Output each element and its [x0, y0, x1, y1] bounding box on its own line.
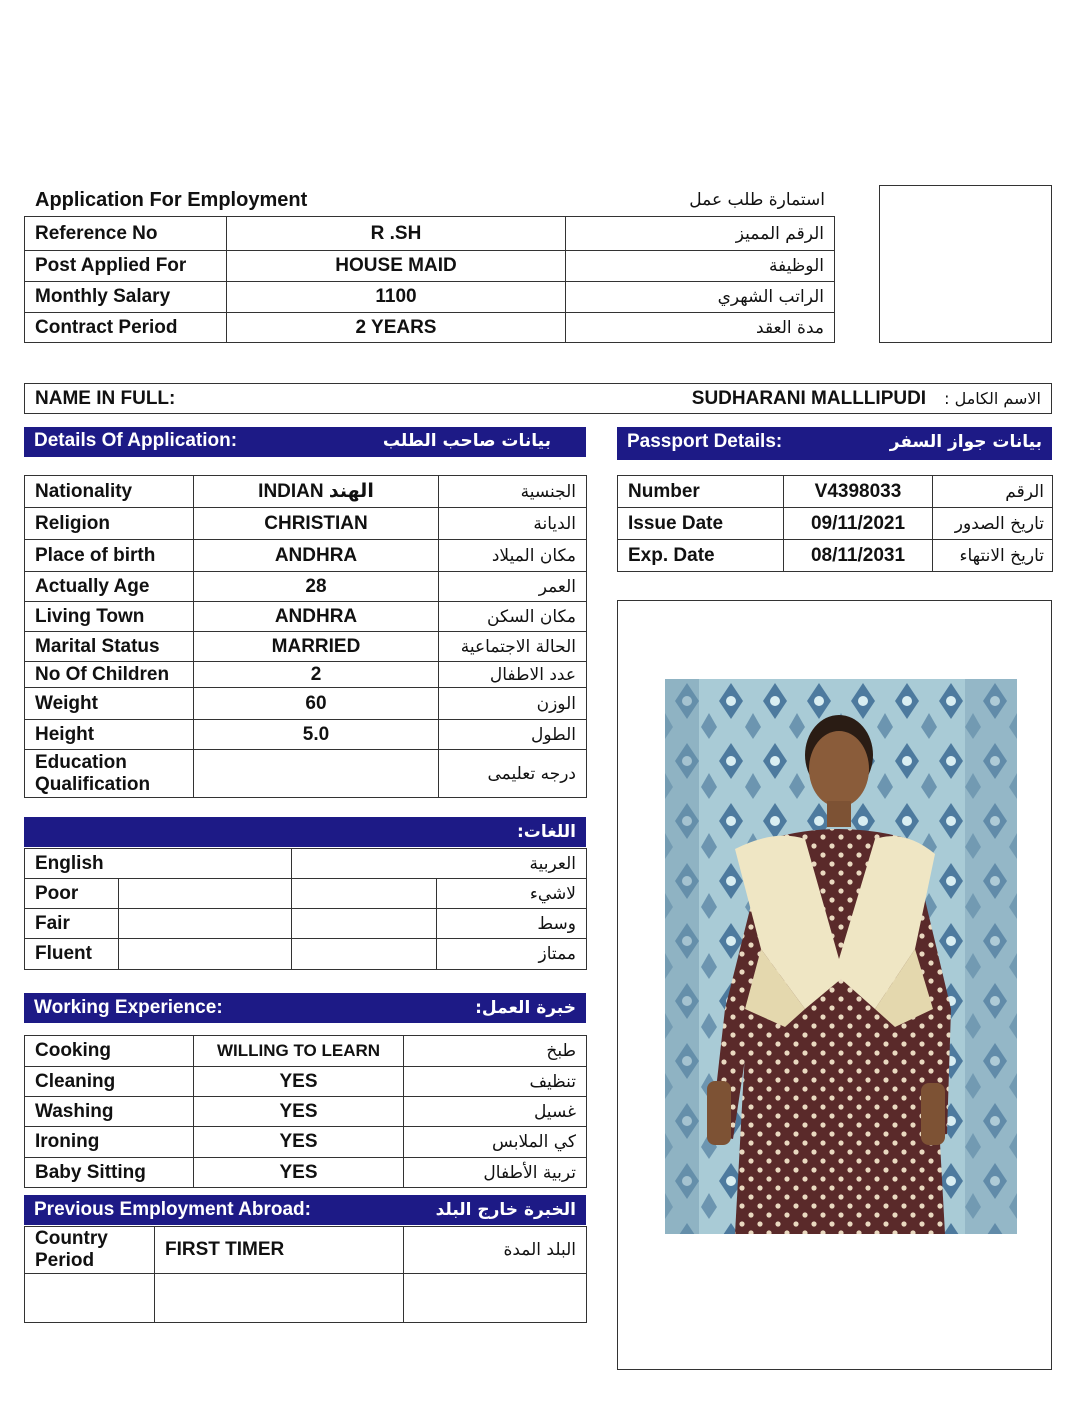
abroad-label-line2: Period: [35, 1250, 95, 1271]
details-row: [25, 476, 587, 508]
education-label-arabic: درجه تعليمى: [439, 750, 587, 798]
details-value: 28: [194, 572, 439, 602]
details-title: Details Of Application:: [34, 429, 238, 451]
passport-bar-underline: [617, 457, 1052, 460]
language-level-arabic: لاشيء: [437, 879, 587, 909]
name-label: NAME IN FULL:: [35, 387, 176, 409]
passport-value: 09/11/2021: [784, 508, 933, 540]
details-value: 2: [194, 662, 439, 688]
name-row: [24, 383, 1052, 414]
details-value: ANDHRA: [194, 540, 439, 572]
abroad-title: Previous Employment Abroad:: [34, 1199, 311, 1220]
summary-value: R .SH: [227, 217, 566, 251]
language-level-cell: [292, 909, 437, 939]
abroad-title-arabic: الخبرة خارج البلد: [435, 1200, 576, 1220]
details-value: INDIAN الهند: [194, 476, 439, 508]
passport-label-arabic: تاريخ الانتهاء: [933, 540, 1053, 572]
language-level-label: Poor: [25, 879, 119, 909]
summary-label-arabic: الراتب الشهري: [566, 282, 835, 313]
experience-row: [25, 1127, 587, 1158]
summary-table: [24, 216, 835, 343]
abroad-empty-cell: [25, 1274, 155, 1323]
details-label-arabic: الحالة الاجتماعية: [439, 632, 587, 662]
details-label: Living Town: [25, 602, 194, 632]
passport-value: V4398033: [784, 476, 933, 508]
details-value: CHRISTIAN: [194, 508, 439, 540]
passport-label: Exp. Date: [618, 540, 784, 572]
language-level-arabic: ممتاز: [437, 939, 587, 970]
details-row: [25, 632, 587, 662]
details-table: [24, 475, 587, 798]
summary-label: Contract Period: [25, 313, 227, 343]
abroad-label-line1: Country: [35, 1228, 108, 1249]
details-label: Height: [25, 720, 194, 750]
experience-value: YES: [194, 1097, 404, 1127]
details-row: [25, 688, 587, 720]
experience-header-bar: [24, 993, 586, 1023]
experience-label: Washing: [25, 1097, 194, 1127]
details-label: Nationality: [25, 476, 194, 508]
curtain-fold-left: [665, 679, 699, 1234]
abroad-label: [25, 1227, 155, 1274]
passport-value: 08/11/2031: [784, 540, 933, 572]
experience-label-arabic: كي الملابس: [404, 1127, 587, 1158]
summary-label-arabic: مدة العقد: [566, 313, 835, 343]
summary-value: 1100: [227, 282, 566, 313]
passport-title: Passport Details:: [627, 431, 783, 452]
abroad-label-arabic: البلد المدة: [404, 1227, 587, 1274]
details-value: 60: [194, 688, 439, 720]
education-label-line1: Education: [35, 751, 127, 773]
abroad-header-bar: [24, 1195, 586, 1225]
experience-title: Working Experience:: [34, 997, 223, 1018]
details-label-arabic: الجنسية: [439, 476, 587, 508]
summary-value: 2 YEARS: [227, 313, 566, 343]
details-value: 5.0: [194, 720, 439, 750]
name-value: SUDHARANI MALLLIPUDI: [691, 387, 927, 409]
passport-label-arabic: تاريخ الصدور: [933, 508, 1053, 540]
experience-label: Cleaning: [25, 1067, 194, 1097]
summary-value: HOUSE MAID: [227, 251, 566, 282]
language-level-label: Fluent: [25, 939, 119, 970]
passport-header-bar: [617, 427, 1052, 457]
languages-header-label: English: [25, 849, 292, 879]
face: [809, 731, 869, 807]
details-label: Marital Status: [25, 632, 194, 662]
details-label: Religion: [25, 508, 194, 540]
languages-header-arabic: العربية: [292, 849, 587, 879]
education-label: [25, 750, 194, 798]
passport-row: [618, 540, 1053, 572]
details-header-bar: [24, 427, 586, 457]
language-level-arabic: وسط: [437, 909, 587, 939]
experience-label-arabic: تنظيف: [404, 1067, 587, 1097]
experience-row: [25, 1158, 587, 1188]
details-row: [25, 508, 587, 540]
details-label-arabic: مكان الميلاد: [439, 540, 587, 572]
experience-title-arabic: خبرة العمل:: [475, 998, 576, 1018]
summary-label: Reference No: [25, 217, 227, 251]
form-title: Application For Employment: [35, 189, 308, 211]
details-label-arabic: العمر: [439, 572, 587, 602]
candidate-photo: [665, 679, 1017, 1234]
experience-label: Cooking: [25, 1036, 194, 1067]
form-title-arabic: استمارة طلب عمل: [689, 190, 825, 210]
experience-value: YES: [194, 1067, 404, 1097]
abroad-table: [24, 1226, 587, 1323]
passport-label: Issue Date: [618, 508, 784, 540]
details-row: [25, 720, 587, 750]
languages-title-arabic: اللغات:: [516, 822, 576, 842]
experience-label-arabic: طبخ: [404, 1036, 587, 1067]
language-level-cell: [119, 909, 292, 939]
language-level-cell: [119, 879, 292, 909]
experience-row: [25, 1036, 587, 1067]
details-row: [25, 662, 587, 688]
experience-label: Baby Sitting: [25, 1158, 194, 1188]
details-label: Actually Age: [25, 572, 194, 602]
experience-label-arabic: غسيل: [404, 1097, 587, 1127]
abroad-empty-cell: [404, 1274, 587, 1323]
summary-row: [25, 217, 835, 251]
passport-title-arabic: بيانات جواز السفر: [889, 432, 1042, 452]
language-level-cell: [292, 879, 437, 909]
summary-row: [25, 282, 835, 313]
summary-row: [25, 251, 835, 282]
language-level-row: [25, 909, 587, 939]
details-label: Place of birth: [25, 540, 194, 572]
passport-row: [618, 508, 1053, 540]
experience-row: [25, 1097, 587, 1127]
details-label-arabic: الوزن: [439, 688, 587, 720]
education-value: [194, 750, 439, 798]
right-hand: [921, 1083, 945, 1145]
details-row: [25, 602, 587, 632]
experience-row: [25, 1067, 587, 1097]
curtain-fold-right: [965, 679, 1017, 1234]
passport-row: [618, 476, 1053, 508]
education-label-line2: Qualification: [35, 773, 151, 795]
details-row-education: [25, 750, 587, 798]
abroad-empty-row: [25, 1274, 587, 1323]
experience-value: WILLING TO LEARN: [194, 1036, 404, 1067]
summary-label: Post Applied For: [25, 251, 227, 282]
details-label: No Of Children: [25, 662, 194, 688]
details-value: ANDHRA: [194, 602, 439, 632]
experience-label: Ironing: [25, 1127, 194, 1158]
details-label-arabic: الديانة: [439, 508, 587, 540]
details-title-arabic: بيانات صاحب الطلب: [382, 430, 551, 451]
details-label-arabic: عدد الاطفال: [439, 662, 587, 688]
details-value: MARRIED: [194, 632, 439, 662]
summary-label-arabic: الرقم المميز: [566, 217, 835, 251]
neck: [827, 801, 851, 827]
photo-placeholder-box: [879, 185, 1052, 343]
details-label: Weight: [25, 688, 194, 720]
passport-table: [617, 475, 1053, 572]
details-label-arabic: مكان السكن: [439, 602, 587, 632]
language-level-cell: [292, 939, 437, 970]
language-level-label: Fair: [25, 909, 119, 939]
details-row: [25, 540, 587, 572]
language-level-row: [25, 939, 587, 970]
languages-header-row: [25, 849, 587, 879]
abroad-empty-cell: [155, 1274, 404, 1323]
summary-row: [25, 313, 835, 343]
passport-label: Number: [618, 476, 784, 508]
experience-table: [24, 1035, 587, 1188]
language-level-row: [25, 879, 587, 909]
experience-value: YES: [194, 1158, 404, 1188]
details-label-arabic: الطول: [439, 720, 587, 750]
details-row: [25, 572, 587, 602]
summary-label: Monthly Salary: [25, 282, 227, 313]
experience-label-arabic: تربية الأطفال: [404, 1158, 587, 1188]
experience-value: YES: [194, 1127, 404, 1158]
abroad-row: [25, 1227, 587, 1274]
abroad-value: FIRST TIMER: [155, 1227, 404, 1274]
summary-label-arabic: الوظيفة: [566, 251, 835, 282]
passport-label-arabic: الرقم: [933, 476, 1053, 508]
language-level-cell: [119, 939, 292, 970]
languages-table: [24, 848, 587, 970]
languages-header-bar: [24, 817, 586, 847]
name-label-arabic: الاسم الكامل :: [944, 389, 1041, 408]
left-hand: [707, 1081, 731, 1145]
